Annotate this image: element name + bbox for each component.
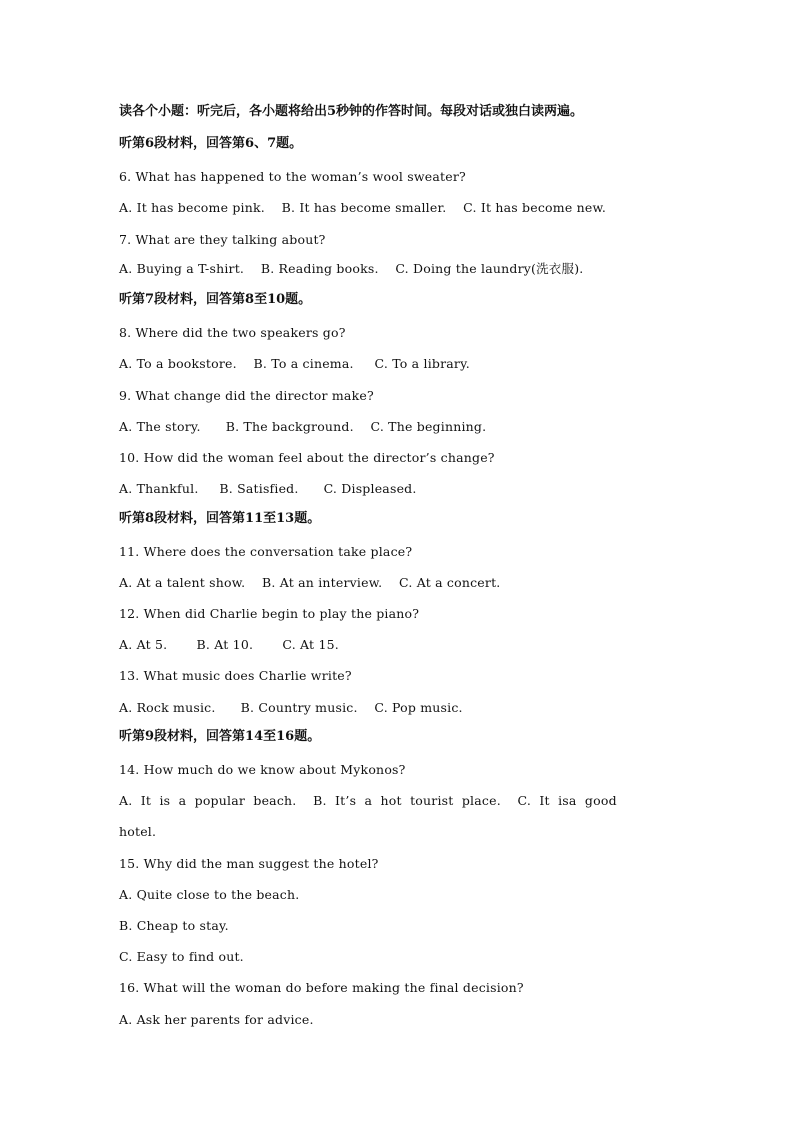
- answer-options: [119, 261, 583, 277]
- answer-options: [119, 700, 463, 716]
- section-heading: 听第8段材料，回答第11至13题。: [119, 511, 321, 526]
- option-c: C. Displeased.: [323, 481, 417, 496]
- option-a: A. At 5.: [119, 637, 168, 652]
- question-stem: 13. What music does Charlie write?: [119, 668, 352, 683]
- section-instructions: 读各个小题：听完后，各小题将给出5秒钟的作答时间。每段对话或独白读两遍。: [119, 104, 584, 119]
- option-a: A. Quite close to the beach.: [119, 887, 300, 902]
- question-stem: 8. Where did the two speakers go?: [119, 325, 346, 340]
- option-b: B. The background.: [225, 419, 354, 434]
- section-heading: 听第7段材料，回答第8至10题。: [119, 292, 312, 307]
- answer-options: [119, 200, 606, 216]
- option-a: A. Rock music.: [119, 700, 216, 715]
- option-c: C. At 15.: [282, 637, 339, 652]
- option-c: C. At a concert.: [399, 575, 501, 590]
- option-b: B. Cheap to stay.: [119, 918, 229, 933]
- question-stem: 7. What are they talking about?: [119, 232, 326, 247]
- option-a: A. Buying a T-shirt.: [119, 261, 245, 276]
- option-a: A. The story.: [119, 419, 201, 434]
- option-c: C. Easy to find out.: [119, 949, 244, 964]
- question-stem: 15. Why did the man suggest the hotel?: [119, 856, 379, 871]
- answer-options-continued: hotel.: [119, 824, 157, 839]
- option-c: C. The beginning.: [370, 419, 487, 434]
- option-c: C. Pop music.: [374, 700, 463, 715]
- answer-options: [119, 575, 500, 591]
- section-heading: 听第6段材料，回答第6、7题。: [119, 136, 303, 151]
- section-heading: 听第9段材料，回答第14至16题。: [119, 729, 321, 744]
- question-stem: 14. How much do we know about Mykonos?: [119, 762, 406, 777]
- option-b: B. To a cinema.: [253, 356, 354, 371]
- question-stem: 12. When did Charlie begin to play the piano?: [119, 606, 420, 621]
- option-a: A. To a bookstore.: [119, 356, 237, 371]
- option-b: B. At 10.: [196, 637, 254, 652]
- option-c: C. It has become new.: [463, 200, 607, 215]
- option-c: C. To a library.: [374, 356, 470, 371]
- option-c: C. Doing the laundry(洗衣服).: [395, 261, 584, 276]
- question-stem: 16. What will the woman do before making the final decision?: [119, 980, 524, 995]
- answer-options: [119, 356, 470, 372]
- answer-options: [119, 481, 417, 497]
- question-stem: 10. How did the woman feel about the director’s change?: [119, 450, 495, 465]
- question-stem: 9. What change did the director make?: [119, 388, 374, 403]
- option-b: B. Country music.: [240, 700, 358, 715]
- question-stem: 11. Where does the conversation take place?: [119, 544, 413, 559]
- option-a: A. At a talent show.: [119, 575, 246, 590]
- question-stem: 6. What has happened to the woman’s wool sweater?: [119, 169, 466, 184]
- option-a: A. Ask her parents for advice.: [119, 1012, 314, 1027]
- answer-options: [119, 419, 486, 435]
- option-b: B. It has become smaller.: [281, 200, 447, 215]
- answer-options: A. It is a popular beach. B. It’s a hot tourist place. C. It isa good: [119, 793, 617, 808]
- option-a: A. Thankful.: [119, 481, 199, 496]
- option-b: B. Satisfied.: [219, 481, 299, 496]
- answer-options: [119, 637, 339, 653]
- option-b: B. Reading books.: [260, 261, 379, 276]
- option-b: B. At an interview.: [262, 575, 383, 590]
- option-a: A. It has become pink.: [119, 200, 265, 215]
